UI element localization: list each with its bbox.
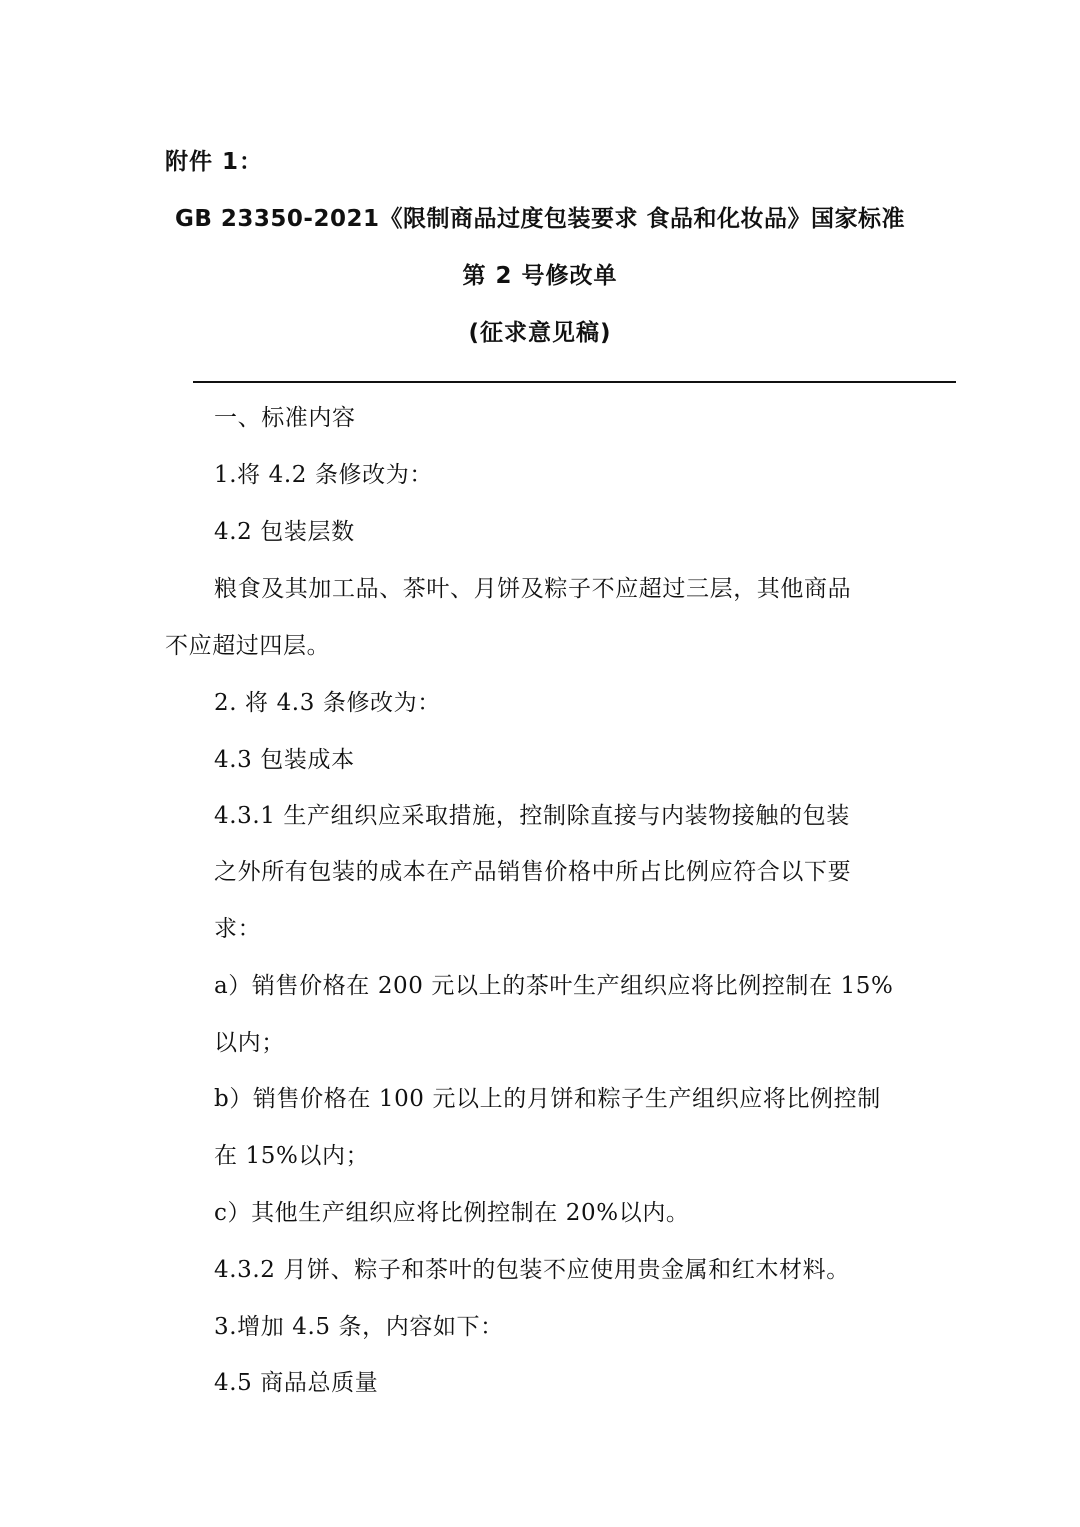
section-heading: 一、标准内容 [214,405,356,431]
body-line: 不应超过四层。 [165,633,331,659]
list-item: b）销售价格在 100 元以上的月饼和粽子生产组织应将比例控制 [214,1086,881,1112]
body-line: 3.增加 4.5 条，内容如下： [214,1314,504,1340]
body-line: 粮食及其加工品、茶叶、月饼及粽子不应超过三层，其他商品 [214,576,852,602]
body-line: 4.3.2 月饼、粽子和茶叶的包装不应使用贵金属和红木材料。 [214,1257,850,1283]
list-item: c）其他生产组织应将比例控制在 20%以内。 [214,1200,690,1226]
body-line: 1.将 4.2 条修改为： [214,462,433,488]
body-line: 以内； [214,1030,285,1056]
body-line: 4.3.1 生产组织应采取措施，控制除直接与内装物接触的包装 [214,803,850,829]
body-line: 求： [214,916,262,942]
list-item: a）销售价格在 200 元以上的茶叶生产组织应将比例控制在 15% [214,973,894,999]
draft-status: (征求意见稿) [468,320,612,346]
clause-heading: 4.3 包装成本 [214,747,355,773]
clause-heading: 4.2 包装层数 [214,519,355,545]
title-divider [193,381,956,383]
attachment-label: 附件 1： [165,149,264,175]
document-subtitle: 第 2 号修改单 [462,263,618,289]
body-line: 在 15%以内； [214,1143,370,1169]
clause-heading: 4.5 商品总质量 [214,1370,379,1396]
body-line: 2. 将 4.3 条修改为： [214,690,441,716]
body-line: 之外所有包装的成本在产品销售价格中所占比例应符合以下要 [214,859,852,885]
document-title: GB 23350-2021《限制商品过度包装要求 食品和化妆品》国家标准 [174,206,905,232]
